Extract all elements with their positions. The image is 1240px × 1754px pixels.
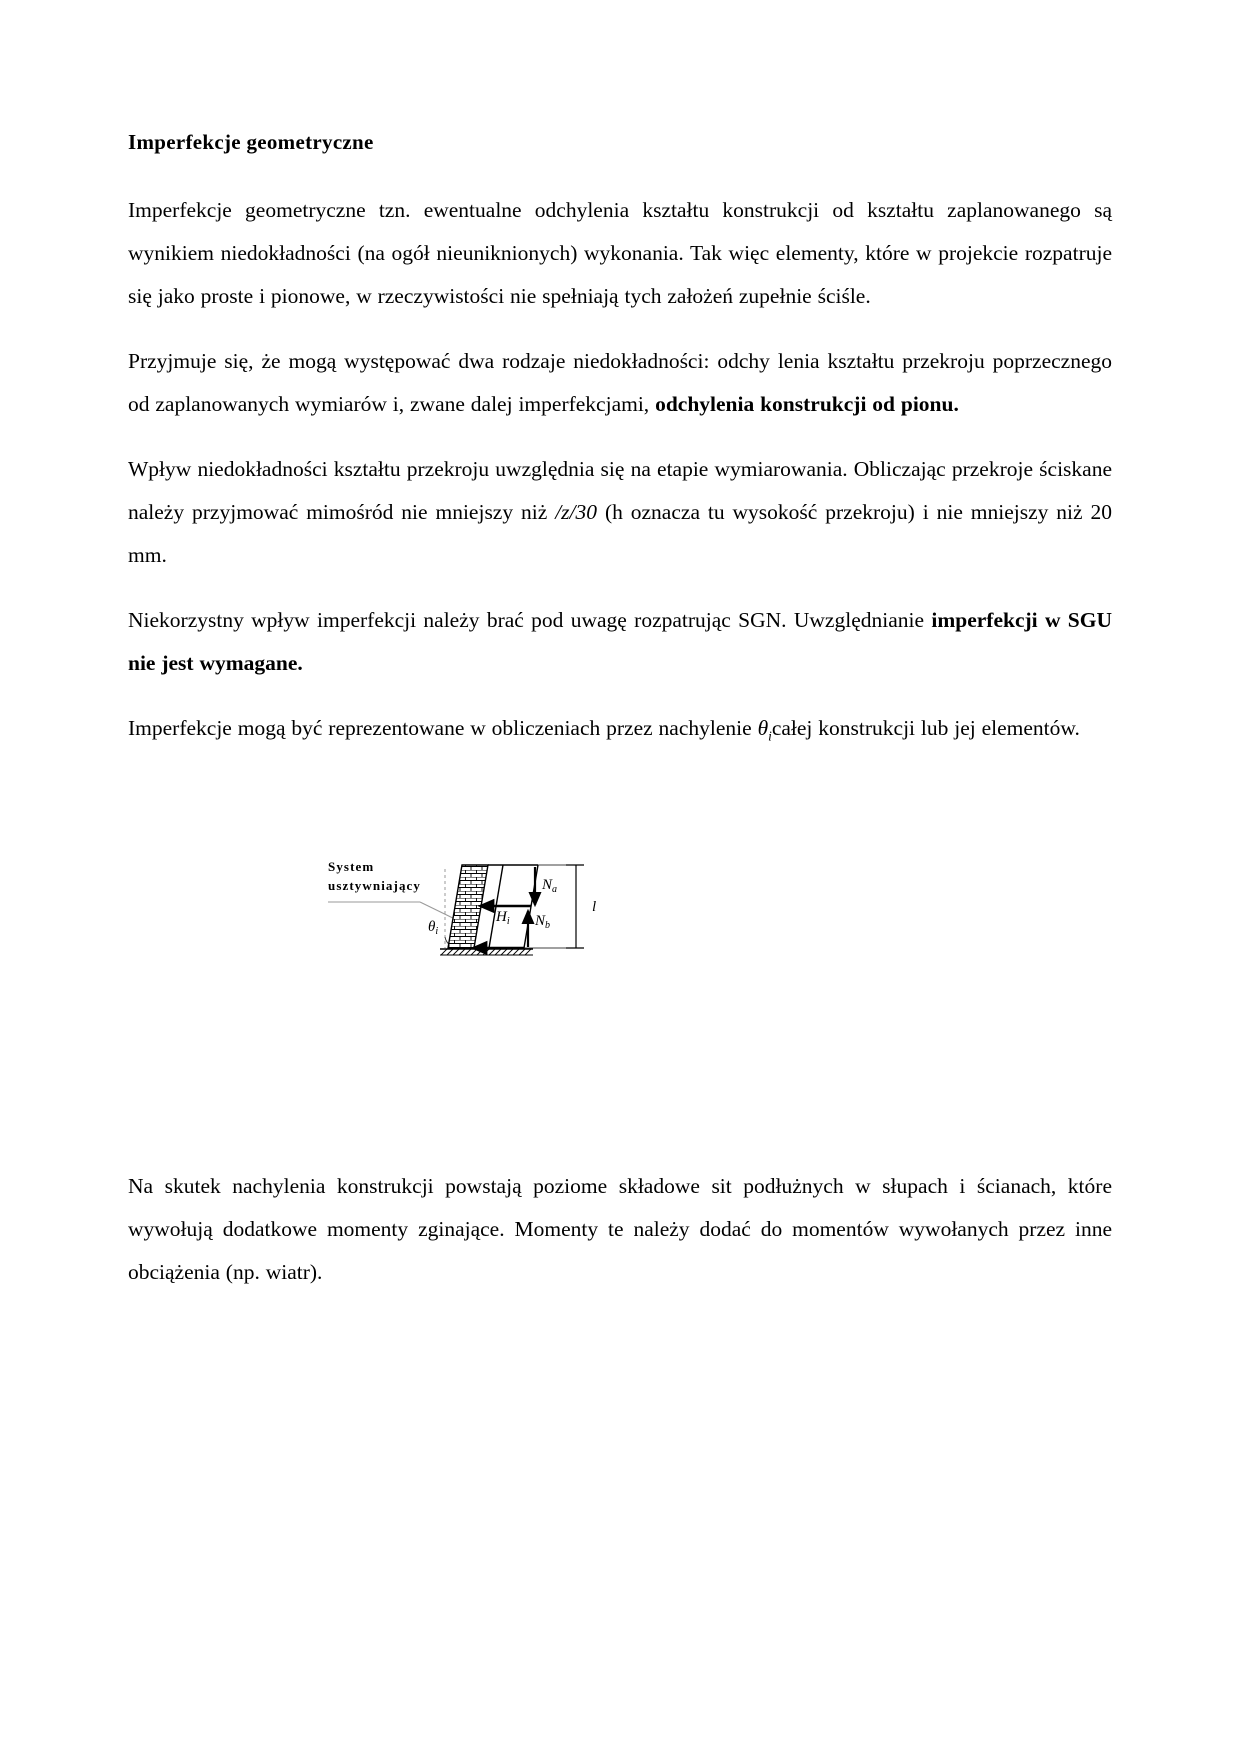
paragraph-6 <box>128 1165 1112 1294</box>
paragraph-6-text: Na skutek nachylenia konstrukcji powstają poziome składowe sit podłużnych w słupach i ścianach, które wywołują dodatkowe momenty zginające. Momenty te należy dodać do momentów wywołanych przez inne obciążenia (np. wiatr). <box>128 1174 1112 1285</box>
figure-caption-line-2: usztywniający <box>328 878 422 894</box>
page-title: Imperfekcje geometryczne <box>128 130 374 154</box>
figure-caption-line-1: System <box>328 859 375 875</box>
figure-inner <box>328 849 668 1059</box>
paragraph-2 <box>128 340 1112 426</box>
paragraph-5-text-after: całej konstrukcji lub jej elementów. <box>771 716 1080 741</box>
paragraph-5-text: Imperfekcje mogą być reprezentowane w obliczeniach przez nachylenie <box>128 716 758 741</box>
label-na-glyph: N <box>542 877 553 894</box>
paragraph-3-text: Wpływ niedokładności kształtu przekroju uwzględnia się na etapie wymiarowania. Obliczając przekroje ściskane należy przyjmować mimośród nie mniejszy niż <box>128 457 1112 525</box>
label-height-l: l <box>592 899 597 916</box>
figure-imperfection-diagram <box>128 849 1112 1069</box>
theta-glyph: θ <box>757 716 769 741</box>
paragraph-4 <box>128 599 1112 685</box>
label-hi <box>495 909 510 927</box>
paragraph-3 <box>128 448 1112 577</box>
theta-symbol <box>757 716 772 744</box>
label-nb-glyph: N <box>535 913 546 930</box>
label-na <box>541 877 557 895</box>
paragraph-1-text: Imperfekcje geometryczne tzn. ewentualne odchylenia kształtu konstrukcji od kształtu zaplanowanego są wynikiem niedokładności (na ogół nieuniknionych) wykonania. Tak więc elementy, które w projekcie rozpatruje się jako proste i pionowe, w rzeczywistości nie spełniają tych założeń zupełnie ściśle. <box>128 198 1112 309</box>
paragraph-4-bold-text: imperfekcji w SGU nie jest wymagane. <box>128 608 1112 676</box>
paragraph-3-text-after: (h oznacza tu wysokość przekroju) i nie mniejszy niż 20 mm. <box>128 500 1112 568</box>
label-hi-subscript: i <box>506 916 510 928</box>
label-hi-glyph: H <box>496 909 507 926</box>
figure-svg <box>328 849 668 1059</box>
paragraph-4-text: Niekorzystny wpływ imperfekcji należy brać pod uwagę rozpatrując SGN. Uwzględnianie <box>128 608 932 633</box>
paragraph-2-bold-text: odchylenia konstrukcji od pionu. <box>655 392 959 417</box>
label-na-subscript: a <box>552 884 558 896</box>
label-theta-subscript: i <box>435 926 439 938</box>
label-theta <box>428 919 438 937</box>
label-nb <box>534 913 550 931</box>
figure-leader-line <box>328 902 461 922</box>
paragraph-5 <box>128 707 1112 757</box>
paragraph-1 <box>128 189 1112 318</box>
theta-subscript: i <box>768 728 772 744</box>
paragraph-3-italic-term: /z/30 <box>555 500 598 525</box>
footer-paragraphs <box>128 1165 1112 1294</box>
label-nb-subscript: b <box>545 920 551 932</box>
dimension-line-height <box>524 865 584 948</box>
paragraph-2-text: Przyjmuje się, że mogą występować dwa rodzaje niedokładności: odchy lenia kształtu przekroju poprzecznego od zaplanowanych wymiarów i, zwane dalej imperfekcjami, <box>128 349 1112 417</box>
ground-hatching <box>440 949 533 955</box>
label-theta-glyph: θ <box>428 919 436 936</box>
